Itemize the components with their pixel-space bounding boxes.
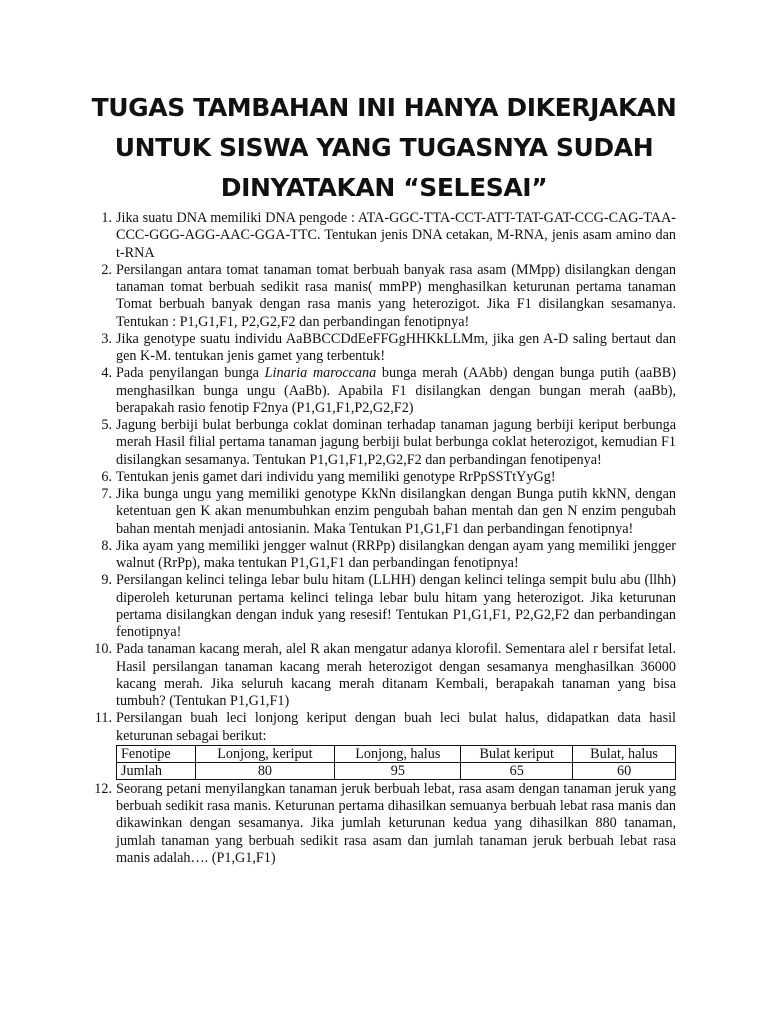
question-number: 4. bbox=[101, 365, 112, 382]
question-text: Tentukan jenis gamet dari individu yang memiliki genotype RrPpSSTtYyGg! bbox=[116, 468, 556, 485]
question-text: Persilangan buah leci lonjong keriput dengan buah leci bulat halus, didapatkan data hasil keturunan sebagai berikut: bbox=[116, 710, 676, 744]
document-title bbox=[60, 88, 708, 208]
question-text: Jagung berbiji bulat berbunga coklat dominan terhadap tanaman jagung berbiji keriput berbunga merah Hasil filial pertama tanaman jagung berbiji bulat berbunga coklat heterozigot, kemudian F1 disilangkan sesamanya. Tentukan P1,G1,F1,P2,G2,F2 dan perbandingan fenotipenya! bbox=[116, 417, 676, 468]
question-text-before: Pada penyilangan bunga bbox=[116, 365, 265, 382]
table-header-cell: Lonjong, keriput bbox=[195, 745, 335, 762]
table-header-cell: Bulat keriput bbox=[461, 745, 573, 762]
question-text: Seorang petani menyilangkan tanaman jeruk berbuah lebat, rasa asam dengan tanaman jeruk yang berbuah sedikit rasa manis. Keturunan pertama dihasilkan semuanya berbuah lebat rasa manis dan dikawinkan dengan sesamanya. Jika jumlah keturunan kedua yang dihasilkan 880 tanaman, jumlah tanaman yang berbuah sedikit rasa asam dan jumlah tanaman jeruk berbuah lebat rasa manis adalah…. (P1,G1,F1) bbox=[116, 780, 676, 866]
question-number: 8. bbox=[101, 537, 112, 554]
table-cell: 60 bbox=[573, 762, 676, 779]
question-item-10 bbox=[92, 641, 676, 710]
phenotype-table bbox=[116, 745, 676, 780]
question-number: 7. bbox=[101, 486, 112, 502]
question-item-1 bbox=[92, 210, 676, 262]
question-number: 2. bbox=[101, 261, 112, 278]
question-number: 5. bbox=[101, 417, 112, 433]
question-text: Persilangan kelinci telinga lebar bulu hitam (LLHH) dengan kelinci telinga sempit bulu abu (llhh) diperoleh keturunan pertama kelinci telinga lebar bulu hitam yang heterozigot. Jika keturunan pertama disilangkan dengan induk yang resesif! Tentukan P1,G1,F1, P2,G2,F2 dan perbandingan fenotipnya! bbox=[116, 572, 676, 640]
question-item-4 bbox=[92, 365, 676, 417]
species-name: Linaria maroccana bbox=[264, 365, 377, 382]
question-text: Jika bunga ungu yang memiliki genotype KkNn disilangkan dengan Bunga putih kkNN, dengan ketentuan gen K akan menumbuhkan enzim pengubah bahan mentah dan gen N enzim pengubah bahan mentah menjadi antosianin. Maka Tentukan P1,G1,F1 dan perbandingan fenotipnya! bbox=[116, 486, 676, 537]
question-list bbox=[92, 210, 676, 867]
question-text: Jika genotype suatu individu AaBBCCDdEeFFGgHHKkLLMm, jika gen A-D saling bertaut dan gen K-M. tentukan jenis gamet yang terbentuk! bbox=[116, 330, 676, 364]
question-number: 1. bbox=[101, 210, 112, 226]
question-text-after: bunga merah (AAbb) dengan bunga putih (aaBB) menghasilkan bunga ungu (AaBb). Apabila F1 disilangkan dengan bungan merah (aaBb), berapakah rasio fenotip F2nya (P1,G1,F1,P2,G2,F2) bbox=[116, 365, 676, 416]
question-text: Jika ayam yang memiliki jengger walnut (RRPp) disilangkan dengan ayam yang memiliki jengger walnut (RrPp), maka tentukan P1,G1,F1 dan perbandingan fenotipnya! bbox=[116, 537, 676, 571]
question-text: Persilangan antara tomat tanaman tomat berbuah banyak rasa asam (MMpp) disilangkan dengan tanaman tomat berbuah sedikit rasa manis( mmPP) menghasilkan keturunan pertama tanaman Tomat berbuah banyak dengan rasa manis yang heterozigot. Jika F1 disilangkan sesamanya. Tentukan : P1,G1,F1, P2,G2,F2 dan perbandingan fenotipnya! bbox=[116, 261, 676, 330]
question-number: 6. bbox=[101, 468, 112, 485]
table-header-row bbox=[117, 745, 676, 762]
table-cell: Jumlah bbox=[117, 762, 196, 779]
question-item-9 bbox=[92, 572, 676, 641]
table-row bbox=[117, 762, 676, 779]
question-number: 9. bbox=[101, 572, 112, 589]
title-line-1: TUGAS TAMBAHAN INI HANYA DIKERJAKAN bbox=[91, 93, 677, 122]
question-item-8 bbox=[92, 538, 676, 573]
question-text: Pada tanaman kacang merah, alel R akan mengatur adanya klorofil. Sementara alel r bersifat letal. Hasil persilangan tanaman kacang merah heterozigot dengan sesamanya menghasilkan 36000 kacang merah. Jika seluruh kacang merah ditanam Kembali, berapakah tanaman yang bisa tumbuh? (Tentukan P1,G1,F1) bbox=[116, 641, 676, 709]
question-number: 11. bbox=[94, 710, 112, 727]
table-header-cell: Lonjong, halus bbox=[335, 745, 461, 762]
title-line-3: DINYATAKAN “SELESAI” bbox=[220, 173, 548, 202]
table-header-cell: Bulat, halus bbox=[573, 745, 676, 762]
question-number: 3. bbox=[101, 330, 112, 347]
table-cell: 65 bbox=[461, 762, 573, 779]
question-item-12 bbox=[92, 781, 676, 867]
question-text: Jika suatu DNA memiliki DNA pengode : ATA-GGC-TTA-CCT-ATT-TAT-GAT-CCG-CAG-TAA-CCC-GGG-AGG-AAC-GGA-TTC. Tentukan jenis DNA cetakan, M-RNA, jenis asam amino dan t-RNA bbox=[116, 210, 676, 261]
question-item-3 bbox=[92, 331, 676, 366]
title-line-2: UNTUK SISWA YANG TUGASNYA SUDAH bbox=[114, 133, 654, 162]
table-cell: 95 bbox=[335, 762, 461, 779]
question-text bbox=[116, 365, 676, 417]
question-item-5 bbox=[92, 417, 676, 469]
table-cell: 80 bbox=[195, 762, 335, 779]
question-item-6 bbox=[92, 469, 676, 486]
question-number: 10. bbox=[94, 641, 112, 658]
question-item-11 bbox=[92, 710, 676, 780]
table-header-cell: Fenotipe bbox=[117, 745, 196, 762]
question-item-2 bbox=[92, 262, 676, 331]
question-item-7 bbox=[92, 486, 676, 538]
question-number: 12. bbox=[94, 780, 112, 797]
